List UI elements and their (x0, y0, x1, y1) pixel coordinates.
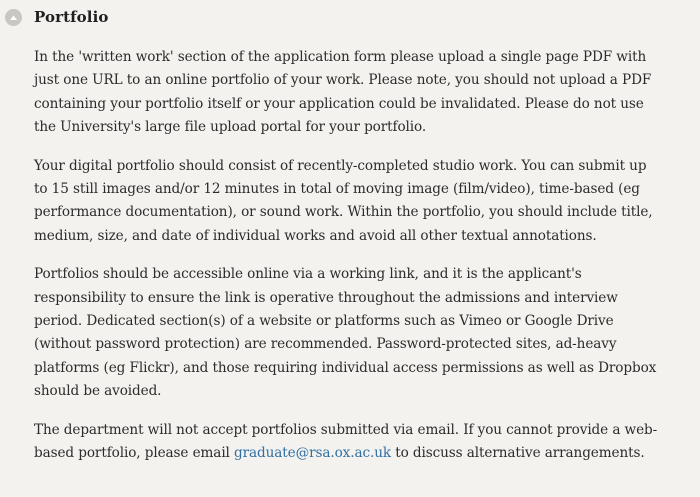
paragraph-portfolio-content: Your digital portfolio should consist of recently-completed studio work. You can submit up to 15 still images and/or 12 minutes in total of moving image (film/video), time-based (eg performance documentation), or sound work. Within the portfolio, you should include title, medium, size, and date of individual works and avoid all other textual annotations. (34, 157, 653, 244)
email-policy-text-end: to discuss alternative arrangements. (391, 445, 645, 462)
paragraph-accessibility: Portfolios should be accessible online via a working link, and it is the applicant's responsibility to ensure the link is operative throughout the admissions and interview period. Dedicated section(s) of a website or platforms such as Vimeo or Google Drive (without password protection) are recommended. Password-protected sites, ad-heavy platforms (eg Flickr), and those requiring individual access permissions as well as Dropbox should be avoided. (34, 266, 657, 400)
chevron-up-icon[interactable] (5, 9, 22, 26)
paragraph-email-policy (34, 419, 660, 466)
paragraph-upload-instructions: In the 'written work' section of the application form please upload a single page PDF with just one URL to an online portfolio of your work. Please note, you should not upload a PDF containing your portfolio itself or your application could be invalidated. Please do not use the University's large file upload portal for your portfolio. (34, 49, 652, 136)
section-title: Portfolio (34, 8, 109, 26)
email-policy-text: The department will not accept portfolios submitted via email. If you cannot provide a web-based portfolio, please email (34, 421, 658, 462)
accordion-header[interactable] (0, 0, 700, 34)
email-link[interactable]: graduate@rsa.ox.ac.uk (234, 445, 392, 462)
accordion-body (0, 34, 660, 466)
